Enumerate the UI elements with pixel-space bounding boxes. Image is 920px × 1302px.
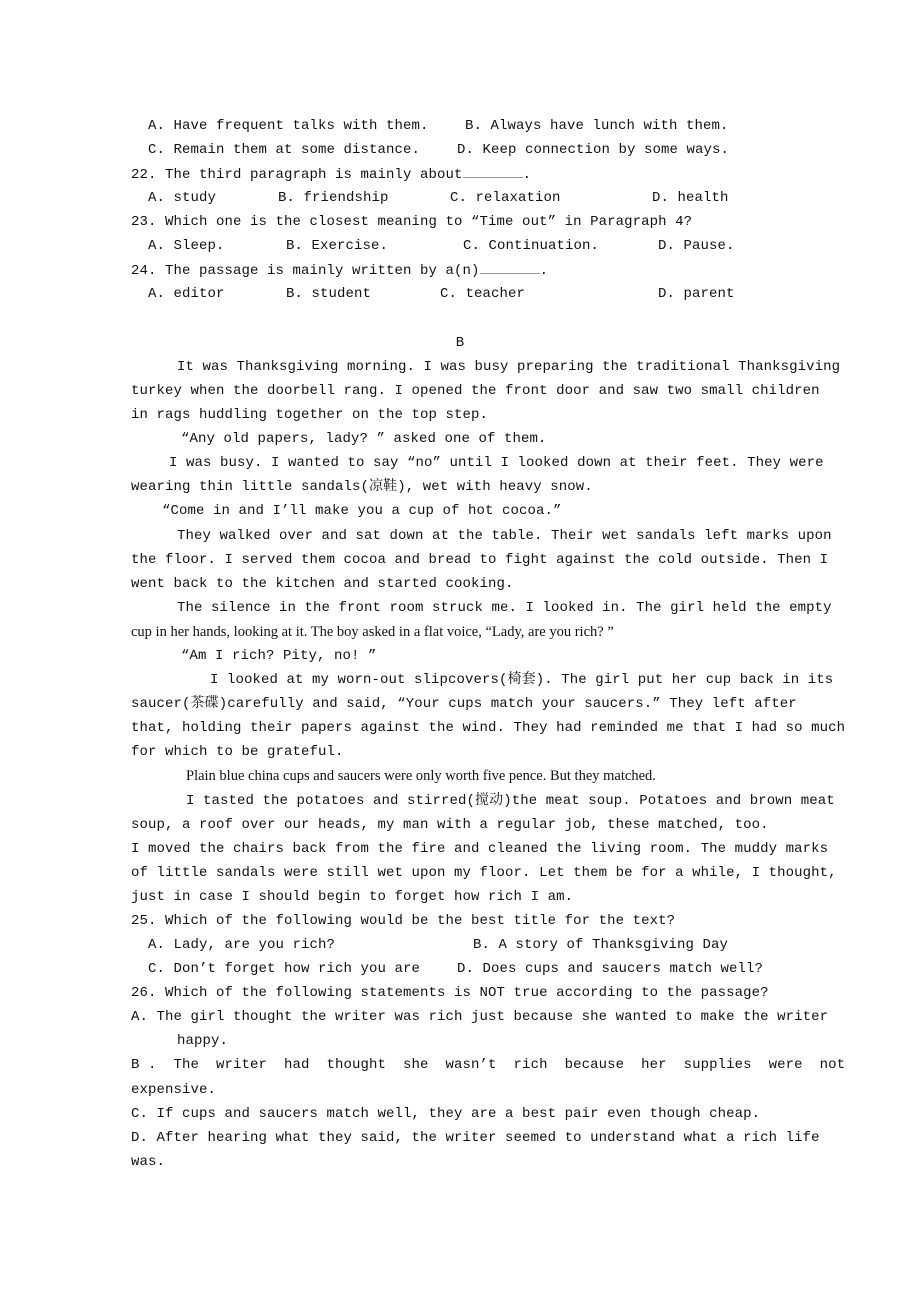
passage-line: turkey when the doorbell rang. I opened the front door and saw two small children	[131, 383, 820, 399]
option-25-d: D. Does cups and saucers match well?	[457, 961, 764, 977]
option-24-a: A. editor	[148, 286, 225, 302]
passage-line: that, holding their papers against the wind. They had reminded me that I had so much	[131, 720, 846, 736]
question-24-text: 24. The passage is mainly written by a(n)	[131, 263, 480, 279]
passage-line: I was busy. I wanted to say “no” until I looked down at their feet. They were	[169, 455, 824, 471]
question-24-stem	[131, 261, 548, 279]
answer-blank	[480, 261, 540, 274]
option-23-d: D. Pause.	[658, 238, 735, 254]
passage-line: cup in her hands, looking at it. The boy asked in a flat voice, “Lady, are you rich? ”	[131, 624, 614, 640]
option-22-c: C. relaxation	[450, 190, 561, 206]
option-24-c: C. teacher	[440, 286, 526, 302]
option-21-b: B. Always have lunch with them.	[465, 118, 729, 134]
passage-line: “Am I rich? Pity, no! ”	[181, 648, 377, 664]
option-26-b-cont: expensive.	[131, 1082, 217, 1098]
passage-line: the floor. I served them cocoa and bread to fight against the cold outside. Then I	[131, 552, 829, 568]
passage-line: They walked over and sat down at the table. Their wet sandals left marks upon	[177, 528, 832, 544]
option-22-b: B. friendship	[278, 190, 389, 206]
option-21-a: A. Have frequent talks with them.	[148, 118, 429, 134]
passage-line: in rags huddling together on the top step.	[131, 407, 489, 423]
question-22-period: .	[522, 167, 532, 183]
option-24-d: D. parent	[658, 286, 735, 302]
option-25-b: B. A story of Thanksgiving Day	[473, 937, 729, 953]
option-26-d: D. After hearing what they said, the writer seemed to understand what a rich life	[131, 1130, 820, 1146]
passage-line: just in case I should begin to forget how rich I am.	[131, 889, 574, 905]
passage-line: The silence in the front room struck me. I looked in. The girl held the empty	[177, 600, 832, 616]
passage-line: of little sandals were still wet upon my floor. Let them be for a while, I thought,	[131, 865, 837, 881]
question-24-period: .	[539, 263, 549, 279]
option-26-d-cont: was.	[131, 1154, 166, 1170]
answer-blank	[463, 165, 523, 178]
question-25-stem: 25. Which of the following would be the best title for the text?	[131, 913, 676, 929]
passage-line: “Any old papers, lady? ” asked one of them.	[181, 431, 547, 447]
question-23-stem: 23. Which one is the closest meaning to “Time out” in Paragraph 4?	[131, 214, 693, 230]
question-22-text: 22. The third paragraph is mainly about	[131, 167, 463, 183]
option-26-b: B . The writer had thought she wasn’t rich because her supplies were not	[131, 1057, 846, 1073]
option-26-a: A. The girl thought the writer was rich just because she wanted to make the writer	[131, 1009, 829, 1025]
option-25-a: A. Lady, are you rich?	[148, 937, 336, 953]
passage-line: for which to be grateful.	[131, 744, 344, 760]
passage-line: saucer(茶碟)carefully and said, “Your cups match your saucers.” They left after	[131, 696, 797, 712]
option-22-d: D. health	[652, 190, 729, 206]
passage-line: wearing thin little sandals(凉鞋), wet with heavy snow.	[131, 479, 593, 495]
passage-line: Plain blue china cups and saucers were only worth five pence. But they matched.	[186, 768, 656, 784]
passage-line: went back to the kitchen and started cooking.	[131, 576, 514, 592]
option-22-a: A. study	[148, 190, 217, 206]
passage-line: It was Thanksgiving morning. I was busy preparing the traditional Thanksgiving	[177, 359, 841, 375]
passage-line: I tasted the potatoes and stirred(搅动)the meat soup. Potatoes and brown meat	[186, 793, 835, 809]
option-21-d: D. Keep connection by some ways.	[457, 142, 730, 158]
passage-line: I looked at my worn-out slipcovers(椅套). The girl put her cup back in its	[210, 672, 834, 688]
passage-line: “Come in and I’ll make you a cup of hot cocoa.”	[162, 503, 562, 519]
option-23-a: A. Sleep.	[148, 238, 225, 254]
option-25-c: C. Don’t forget how rich you are	[148, 961, 421, 977]
passage-line: I moved the chairs back from the fire and cleaned the living room. The muddy marks	[131, 841, 829, 857]
passage-line: soup, a roof over our heads, my man with a regular job, these matched, too.	[131, 817, 769, 833]
option-21-c: C. Remain them at some distance.	[148, 142, 421, 158]
option-23-c: C. Continuation.	[463, 238, 600, 254]
question-22-stem	[131, 165, 531, 183]
question-26-stem: 26. Which of the following statements is NOT true according to the passage?	[131, 985, 769, 1001]
option-26-a-cont: happy.	[177, 1033, 229, 1049]
section-heading: B	[455, 335, 465, 351]
option-26-c: C. If cups and saucers match well, they are a best pair even though cheap.	[131, 1106, 761, 1122]
option-23-b: B. Exercise.	[286, 238, 389, 254]
option-24-b: B. student	[286, 286, 372, 302]
